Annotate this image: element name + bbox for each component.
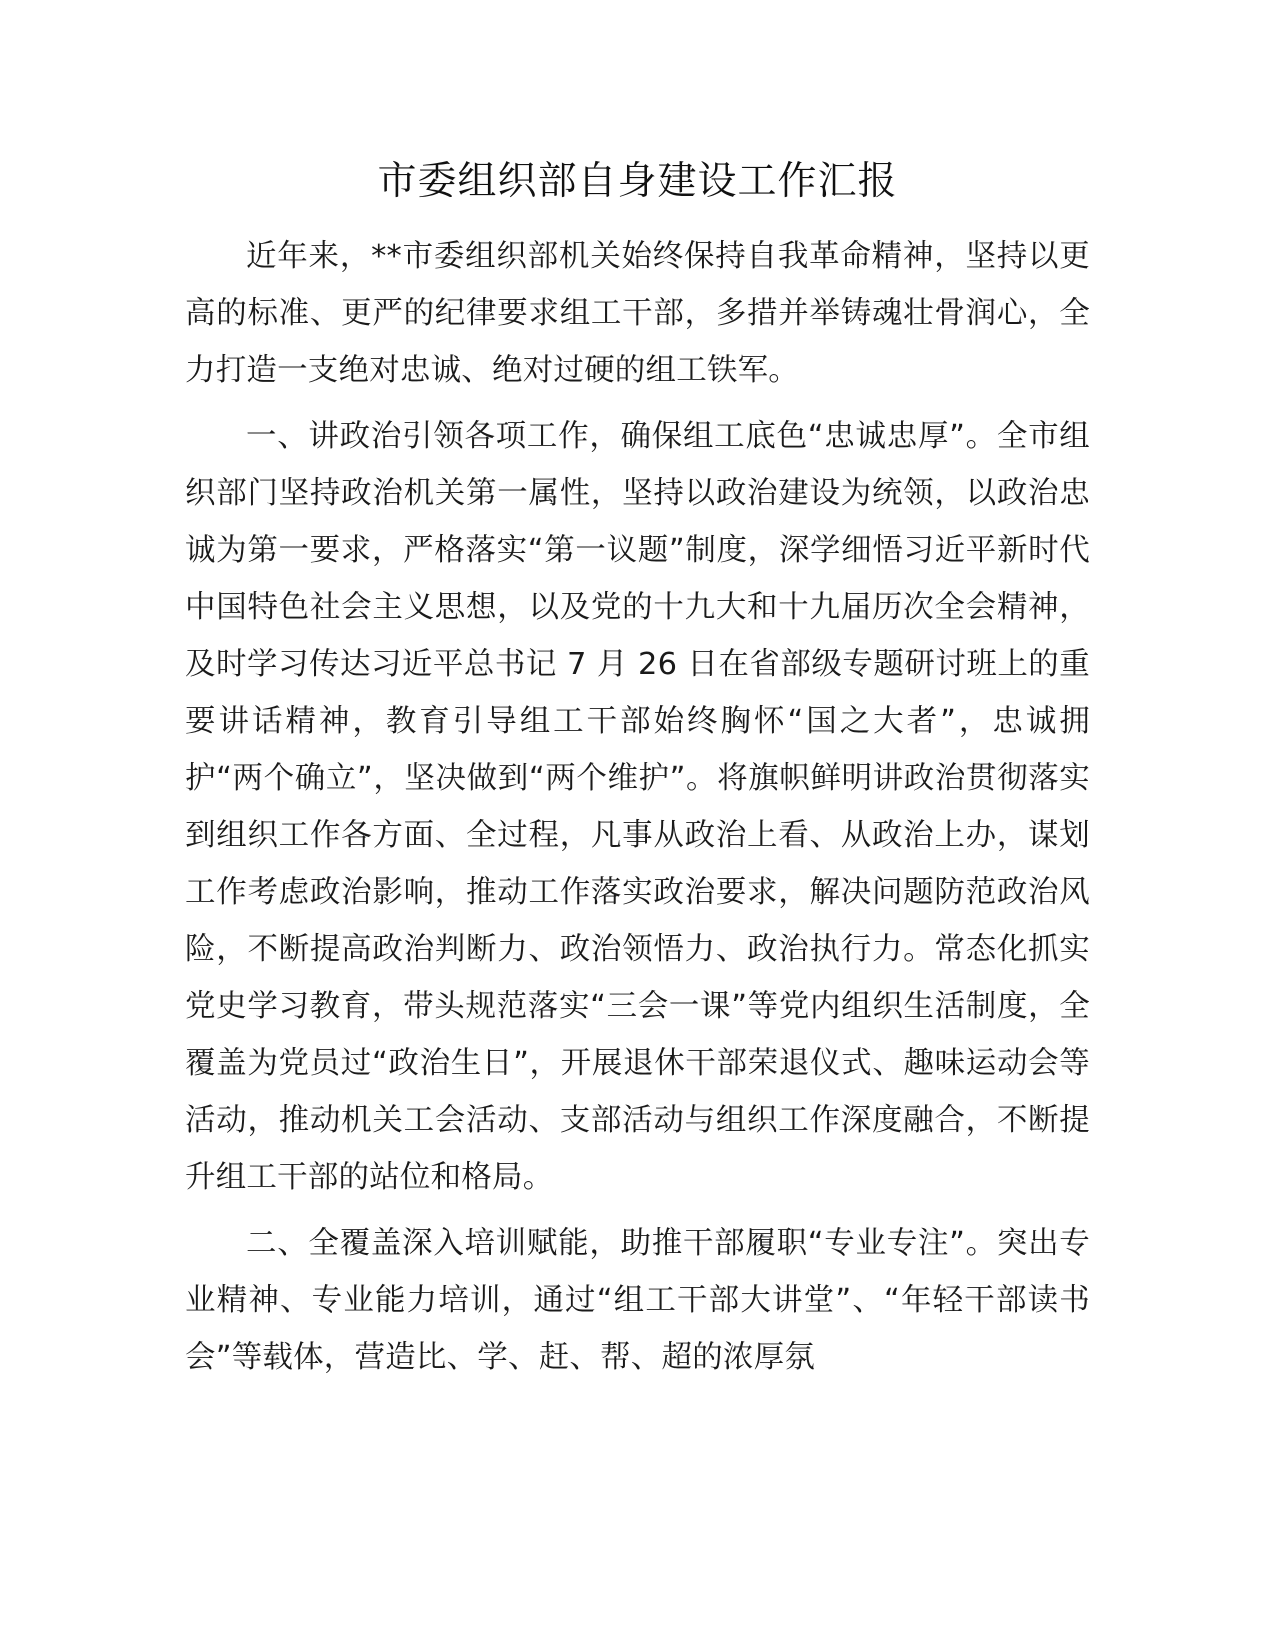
paragraph-intro: 近年来，**市委组织部机关始终保持自我革命精神，坚持以更高的标准、更严的纪律要求组工干部，多措并举铸魂壮骨润心，全力打造一支绝对忠诚、绝对过硬的组工铁军。 xyxy=(185,239,1090,388)
document-body xyxy=(185,150,1090,1395)
document-title: 市委组织部自身建设工作汇报 xyxy=(377,159,898,204)
paragraph-section-one: 一、讲政治引领各项工作，确保组工底色“忠诚忠厚”。全市组织部门坚持政治机关第一属性，坚持以政治建设为统领，以政治忠诚为第一要求，严格落实“第一议题”制度，深学细悟习近平新时代中国特色社会主义思想，以及党的十九大和十九届历次全会精神，及时学习传达习近平总书记 7 月 26 日在省部级专题研讨班上的重要讲话精神，教育引导组工干部始终胸怀“国之大者”，忠诚拥护“两个确立”，坚决做到“两个维护”。将旗帜鲜明讲政治贯彻落实到组织工作各方面、全过程，凡事从政治上看、从政治上办，谋划工作考虑政治影响，推动工作落实政治要求，解决问题防范政治风险，不断提高政治判断力、政治领悟力、政治执行力。常态化抓实党史学习教育，带头规范落实“三会一课”等党内组织生活制度，全覆盖为党员过“政治生日”，开展退休干部荣退仪式、趣味运动会等活动，推动机关工会活动、支部活动与组织工作深度融合，不断提升组工干部的站位和格局。 xyxy=(185,419,1090,1195)
paragraph-section-two: 二、全覆盖深入培训赋能，助推干部履职“专业专注”。突出专业精神、专业能力培训，通过“组工干部大讲堂”、“年轻干部读书会”等载体，营造比、学、赶、帮、超的浓厚氛 xyxy=(185,1226,1090,1375)
